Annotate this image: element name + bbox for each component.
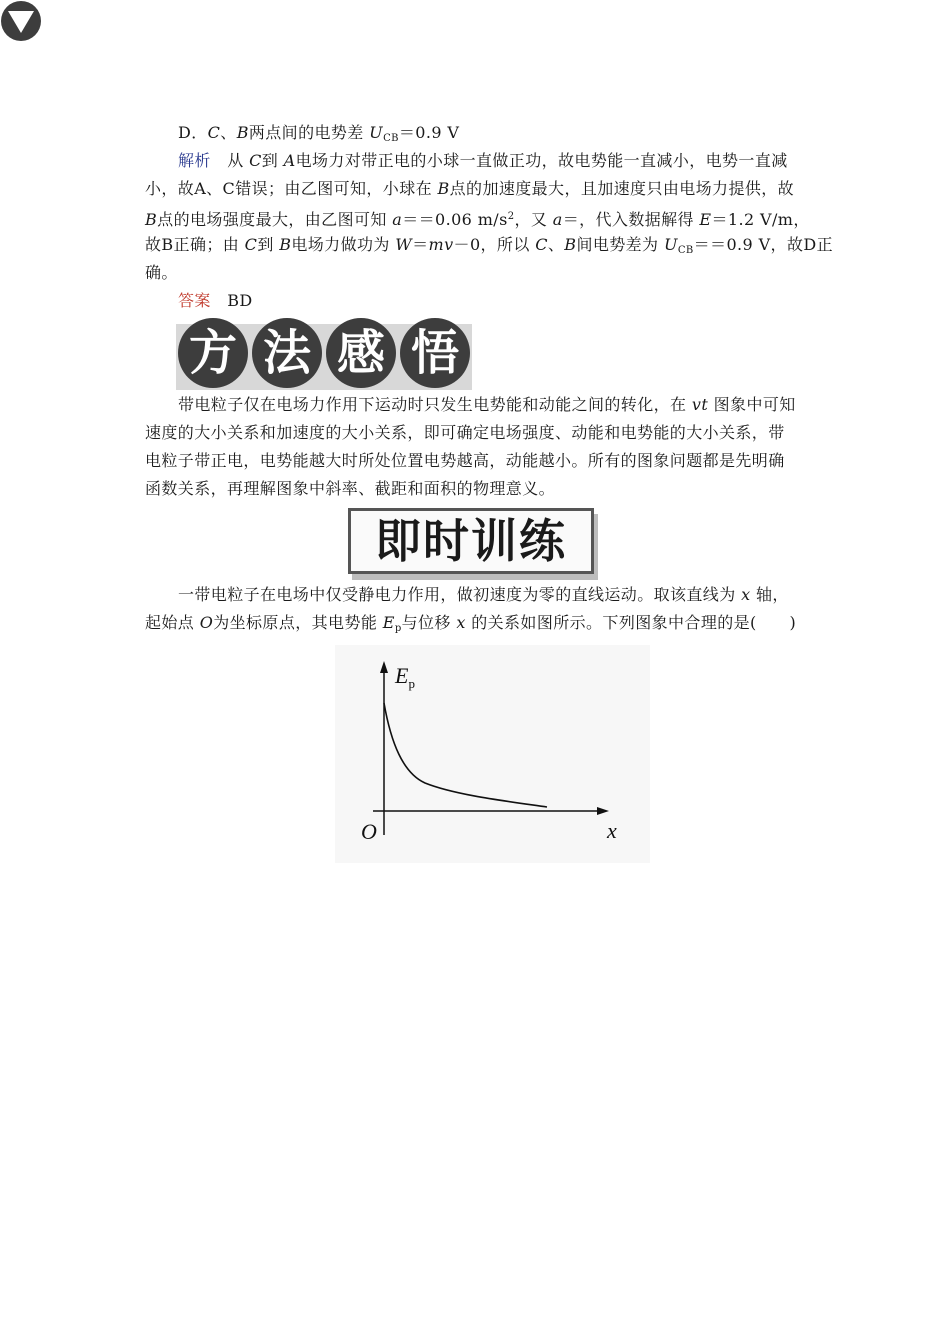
- answer-line: [178, 291, 843, 311]
- text: ，又: [514, 210, 553, 229]
- banner-char: 方: [178, 318, 248, 388]
- text: 到: [261, 151, 284, 170]
- var-u: U: [369, 123, 384, 142]
- practice-title: 即时训练: [348, 508, 594, 574]
- analysis-line-3: [145, 207, 810, 230]
- answer-value: BD: [210, 291, 253, 310]
- practice-banner: [348, 508, 630, 576]
- var: A: [283, 151, 296, 170]
- x-label: x: [607, 818, 617, 843]
- text: 图象中可知: [708, 395, 796, 414]
- origin-label: O: [361, 819, 377, 844]
- var: x: [741, 585, 751, 604]
- option-label: D．: [178, 123, 208, 142]
- analysis-line-5: [145, 263, 810, 283]
- text: 确。: [145, 263, 178, 282]
- text: 间电势差为: [576, 235, 664, 254]
- analysis-line-4: [145, 235, 833, 261]
- method-line-2: 速度的大小关系和加速度的大小关系，即可确定电场强度、动能和电势能的大小关系，带: [145, 423, 785, 442]
- option-value: ＝0.9 V: [398, 123, 460, 142]
- text: 为坐标原点，其电势能: [213, 613, 383, 632]
- ep-x-graph: [335, 645, 650, 863]
- var: B: [145, 210, 158, 229]
- method-banner: [176, 318, 472, 390]
- var-b: B: [236, 123, 249, 142]
- sep: 、: [220, 123, 237, 142]
- text: 轴，: [750, 585, 789, 604]
- var: x: [456, 613, 466, 632]
- var-c: C: [207, 123, 221, 142]
- answer-label: 答案: [178, 291, 211, 310]
- text: 故B正确；由: [145, 235, 245, 254]
- var: C: [244, 235, 258, 254]
- var: mv: [428, 235, 454, 254]
- text: 一带电粒子在电场中仅受静电力作用，做初速度为零的直线运动。取该直线为: [178, 585, 742, 604]
- option-d: [178, 123, 843, 149]
- text: 小，故A、C错误；由乙图可知，小球在: [145, 179, 438, 198]
- method-line-3: 电粒子带正电，电势能越大时所处位置电势越高，动能越小。所有的图象问题都是先明确: [145, 451, 785, 470]
- question-line-1: [178, 585, 843, 605]
- analysis-line-2: [145, 179, 810, 199]
- text: 起始点: [145, 613, 200, 632]
- banner-char: 悟: [400, 318, 470, 388]
- text: 点的加速度最大，且加速度只由电场力提供，故: [449, 179, 795, 198]
- text: －0，所以: [453, 235, 536, 254]
- var: E: [699, 210, 712, 229]
- var: E: [382, 613, 395, 632]
- var: B: [437, 179, 450, 198]
- analysis-label: 解析: [178, 151, 211, 170]
- var: a: [552, 210, 563, 229]
- text: 带电粒子仅在电场力作用下运动时只发生电势能和动能之间的转化，在: [178, 395, 692, 414]
- banner-char: 感: [326, 318, 396, 388]
- var: W: [395, 235, 413, 254]
- var: v: [691, 395, 702, 414]
- text: ＝1.2 V/m，: [711, 210, 810, 229]
- y-axis-arrow: [380, 661, 388, 673]
- var: U: [663, 235, 678, 254]
- text: 到: [257, 235, 280, 254]
- text: 电场力对带正电的小球一直做正功，故电势能一直减小，电势一直减: [295, 151, 788, 170]
- text: 、: [547, 235, 565, 254]
- u-subscript: CB: [383, 133, 399, 144]
- graph-svg: [335, 645, 650, 863]
- var: C: [535, 235, 548, 254]
- var: B: [279, 235, 292, 254]
- subscript: CB: [677, 245, 694, 256]
- down-triangle-icon: [0, 0, 42, 42]
- var: O: [199, 613, 214, 632]
- text: 电场力做功为: [291, 235, 396, 254]
- text: 的关系如图所示。下列图象中合理的是( ): [465, 613, 797, 632]
- method-line-1: [178, 395, 843, 415]
- subscript: p: [394, 623, 402, 634]
- text: ＝，代入数据解得: [562, 210, 700, 229]
- text: ＝: [412, 235, 429, 254]
- text: 点的电场强度最大，由乙图可知: [157, 210, 393, 229]
- analysis-line-1: [178, 151, 843, 171]
- var: B: [564, 235, 577, 254]
- method-line-4: 函数关系，再理解图象中斜率、截距和面积的物理意义。: [145, 479, 556, 498]
- x-axis-arrow: [597, 807, 609, 815]
- text: ＝＝0.06 m/s: [402, 210, 508, 229]
- banner-char: 法: [252, 318, 322, 388]
- superscript: 2: [507, 211, 515, 222]
- text: ＝＝0.9 V，故D正: [693, 235, 833, 254]
- option-text: 两点间的电势差: [248, 123, 370, 142]
- text: 从: [210, 151, 250, 170]
- var: a: [392, 210, 403, 229]
- y-label: $E_p$: [395, 663, 415, 691]
- var: t: [701, 395, 709, 414]
- var: C: [249, 151, 262, 170]
- text: 与位移: [401, 613, 457, 632]
- ep-curve: [384, 703, 547, 807]
- question-line-2: [145, 613, 810, 639]
